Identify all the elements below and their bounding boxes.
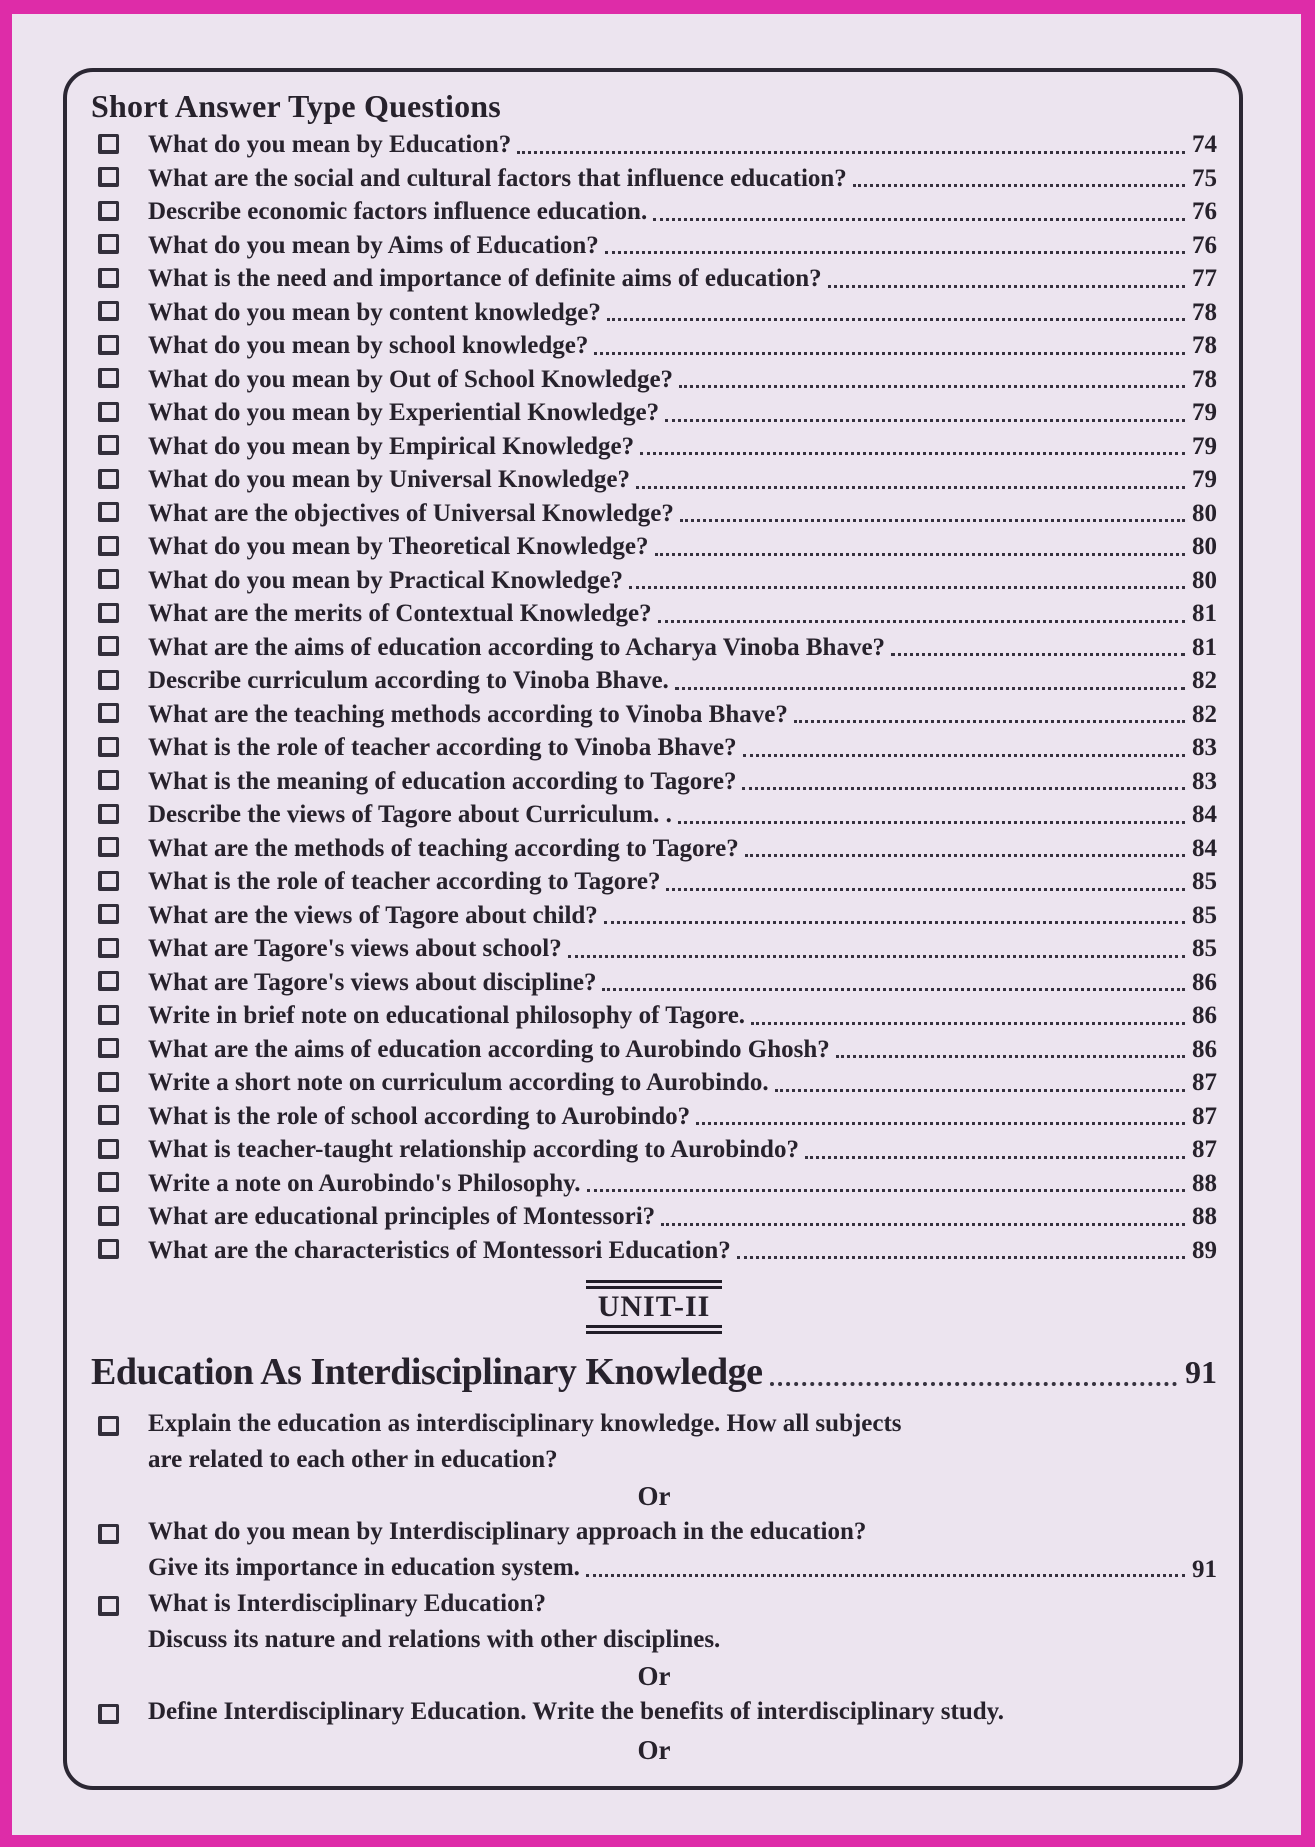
- dot-leader: [587, 1189, 1185, 1192]
- page-number: 87: [1192, 1069, 1217, 1096]
- checkbox-bullet-icon: [98, 1139, 119, 1159]
- checkbox-bullet-icon: [98, 335, 119, 355]
- dot-leader: [775, 1089, 1185, 1092]
- page-number: 88: [1192, 1169, 1217, 1197]
- question-text: Write a note on Aurobindo's Philosophy.: [148, 1169, 581, 1197]
- checkbox-bullet-icon: [98, 1038, 119, 1058]
- page-number: 85: [1192, 901, 1217, 929]
- checkbox-bullet-icon: [98, 1005, 119, 1025]
- question-text: Write a short note on curriculum according to Aurobindo.: [148, 1069, 769, 1096]
- checkbox-bullet-icon: [98, 368, 119, 388]
- unit-badge-wrap: [91, 1280, 1217, 1334]
- page-number: 87: [1192, 1136, 1217, 1163]
- dot-leader: [805, 1156, 1185, 1159]
- page-number: 89: [1192, 1236, 1217, 1264]
- checkbox-bullet-icon: [98, 1704, 119, 1724]
- checkbox-bullet-icon: [98, 971, 119, 991]
- page-number: 81: [1192, 633, 1217, 661]
- question-text: What do you mean by content knowledge?: [148, 298, 601, 326]
- dot-leader: [629, 586, 1185, 589]
- checkbox-bullet-icon: [98, 1524, 119, 1544]
- toc-row: [91, 1033, 1217, 1067]
- dot-leader: [742, 787, 1185, 790]
- checkbox-bullet-icon: [98, 234, 119, 254]
- checkbox-bullet-icon: [98, 938, 119, 958]
- page-number: 79: [1192, 466, 1217, 493]
- question-lines: [148, 1406, 1217, 1478]
- checkbox-bullet-icon: [98, 502, 119, 522]
- question-text: Describe curriculum according to Vinoba Bhave.: [148, 667, 669, 694]
- toc-row: [91, 262, 1217, 296]
- question-text: What do you mean by Experiential Knowledge?: [148, 399, 660, 426]
- toc-row: [91, 530, 1217, 564]
- scanned-page-background: [12, 14, 1301, 1835]
- page-number: 82: [1192, 667, 1217, 694]
- checkbox-bullet-icon: [98, 1416, 119, 1436]
- dot-leader: [602, 988, 1185, 991]
- toc-row: [91, 899, 1217, 933]
- page-number: 76: [1192, 198, 1217, 225]
- dot-leader: [636, 486, 1185, 489]
- dot-leader: [737, 1256, 1185, 1259]
- toc-row: [91, 832, 1217, 866]
- checkbox-bullet-icon: [98, 1239, 119, 1259]
- checkbox-bullet-icon: [98, 737, 119, 757]
- checkbox-bullet-icon: [98, 536, 119, 556]
- question-text: What do you mean by Aims of Education?: [148, 231, 599, 259]
- checkbox-bullet-icon: [98, 569, 119, 589]
- question-line: [148, 1694, 1217, 1730]
- question-text: What do you mean by Out of School Knowledge?: [148, 365, 674, 393]
- dot-leader: [658, 620, 1185, 623]
- page-number: 91: [1192, 1555, 1217, 1583]
- question-text: What are Tagore's views about discipline?: [148, 968, 597, 996]
- question-text: What are the characteristics of Montessori Education?: [148, 1236, 731, 1264]
- toc-row: [91, 162, 1217, 196]
- page-number: 84: [1192, 801, 1217, 828]
- checkbox-bullet-icon: [98, 1596, 119, 1616]
- question-text: What do you mean by Universal Knowledge?: [148, 466, 630, 493]
- page-number: 80: [1192, 533, 1217, 560]
- page-number: 86: [1192, 1002, 1217, 1029]
- unit2-heading-row: [91, 1346, 1217, 1396]
- question-line: [148, 1442, 1217, 1478]
- unit2-heading-page-number: 91: [1185, 1354, 1217, 1390]
- toc-row: [91, 999, 1217, 1033]
- page-number: 74: [1192, 131, 1217, 158]
- page-number: 79: [1192, 432, 1217, 460]
- page-number: 77: [1192, 265, 1217, 292]
- checkbox-bullet-icon: [98, 134, 119, 154]
- dot-leader: [794, 720, 1185, 723]
- page-number: 84: [1192, 834, 1217, 862]
- question-text: What are the aims of education according to Acharya Vinoba Bhave?: [148, 633, 886, 661]
- or-separator: Or: [637, 1481, 671, 1511]
- dot-leader: [770, 1382, 1177, 1386]
- question-text: What do you mean by Empirical Knowledge?: [148, 432, 635, 460]
- question-text: What is teacher-taught relationship according to Aurobindo?: [148, 1136, 799, 1163]
- dot-leader: [828, 285, 1185, 288]
- checkbox-bullet-icon: [98, 268, 119, 288]
- toc-row: [91, 597, 1217, 631]
- page-number: 88: [1192, 1203, 1217, 1230]
- checkbox-bullet-icon: [98, 1072, 119, 1092]
- page-number: 76: [1192, 231, 1217, 259]
- section-title: Short Answer Type Questions: [91, 88, 501, 124]
- checkbox-bullet-icon: [98, 904, 119, 924]
- dot-leader: [751, 1022, 1185, 1025]
- toc-row: [91, 195, 1217, 229]
- checkbox-bullet-icon: [98, 871, 119, 891]
- question-item: [91, 1694, 1217, 1732]
- unit2-question-list: [91, 1406, 1217, 1768]
- toc-question-list: [91, 128, 1217, 1267]
- question-text: What do you mean by school knowledge?: [148, 332, 589, 359]
- dot-leader: [607, 318, 1185, 321]
- page-number: 83: [1192, 734, 1217, 761]
- question-text: Give its importance in education system.: [148, 1554, 580, 1581]
- toc-row: [91, 430, 1217, 464]
- dot-leader: [853, 184, 1185, 187]
- page-number: 82: [1192, 700, 1217, 728]
- toc-row: [91, 329, 1217, 363]
- checkbox-bullet-icon: [98, 301, 119, 321]
- page-number: 83: [1192, 767, 1217, 795]
- question-text: Discuss its nature and relations with other disciplines.: [148, 1626, 721, 1653]
- page-number: 75: [1192, 164, 1217, 192]
- question-text: What is the role of teacher according to Vinoba Bhave?: [148, 734, 737, 761]
- question-lines: [148, 1694, 1217, 1730]
- page-number: 85: [1192, 868, 1217, 895]
- toc-row: [91, 932, 1217, 966]
- question-line: [148, 1586, 1217, 1622]
- dot-leader: [666, 888, 1185, 891]
- dot-leader: [653, 218, 1185, 221]
- dot-leader: [655, 553, 1186, 556]
- toc-row: [91, 396, 1217, 430]
- page-number: 78: [1192, 298, 1217, 326]
- toc-row: [91, 664, 1217, 698]
- page-number: 78: [1192, 365, 1217, 393]
- checkbox-bullet-icon: [98, 1206, 119, 1226]
- checkbox-bullet-icon: [98, 402, 119, 422]
- page-number: 85: [1192, 935, 1217, 962]
- dot-leader: [836, 1055, 1185, 1058]
- toc-row: [91, 1234, 1217, 1268]
- question-text: Write in brief note on educational philosophy of Tagore.: [148, 1002, 746, 1029]
- question-text: Describe the views of Tagore about Curriculum. .: [148, 801, 672, 828]
- toc-row: [91, 966, 1217, 1000]
- page-number: 81: [1192, 600, 1217, 627]
- dot-leader: [594, 352, 1185, 355]
- checkbox-bullet-icon: [98, 837, 119, 857]
- question-item: [91, 1406, 1217, 1478]
- checkbox-bullet-icon: [98, 603, 119, 623]
- page-border-box: [63, 68, 1243, 1790]
- toc-row: [91, 698, 1217, 732]
- question-text: Describe economic factors influence education.: [148, 198, 648, 225]
- question-text: What are the teaching methods according to Vinoba Bhave?: [148, 700, 788, 728]
- checkbox-bullet-icon: [98, 1172, 119, 1192]
- dot-leader: [640, 452, 1185, 455]
- toc-row: [91, 1200, 1217, 1234]
- checkbox-bullet-icon: [98, 167, 119, 187]
- checkbox-bullet-icon: [98, 703, 119, 723]
- page-number: 80: [1192, 566, 1217, 594]
- toc-row: [91, 463, 1217, 497]
- dot-leader: [891, 653, 1185, 656]
- toc-row: [91, 631, 1217, 665]
- unit2-heading-text: Education As Interdisciplinary Knowledge: [91, 1351, 763, 1393]
- question-text: are related to each other in education?: [148, 1446, 558, 1473]
- question-text: What are the social and cultural factors that influence education?: [148, 164, 847, 192]
- question-text: What are educational principles of Montessori?: [148, 1203, 656, 1230]
- dot-leader: [605, 251, 1185, 254]
- question-text: What is the meaning of education according to Tagore?: [148, 767, 737, 795]
- checkbox-bullet-icon: [98, 670, 119, 690]
- question-text: What do you mean by Theoretical Knowledge?: [148, 533, 649, 560]
- question-line: [148, 1406, 1217, 1442]
- dot-leader: [743, 754, 1185, 757]
- toc-row: [91, 798, 1217, 832]
- toc-row: [91, 363, 1217, 397]
- checkbox-bullet-icon: [98, 435, 119, 455]
- toc-row: [91, 564, 1217, 598]
- dot-leader: [586, 1574, 1185, 1577]
- question-text: What do you mean by Interdisciplinary approach in the education?: [148, 1518, 867, 1545]
- toc-row: [91, 865, 1217, 899]
- checkbox-bullet-icon: [98, 770, 119, 790]
- question-lines: [148, 1586, 1217, 1658]
- toc-row: [91, 1100, 1217, 1134]
- or-separator: Or: [637, 1735, 671, 1765]
- toc-row: [91, 296, 1217, 330]
- checkbox-bullet-icon: [98, 201, 119, 221]
- or-separator: Or: [637, 1661, 671, 1691]
- question-lines: [148, 1514, 1217, 1586]
- page-number: 86: [1192, 968, 1217, 996]
- question-text: What do you mean by Education?: [148, 131, 512, 158]
- page-number: 79: [1192, 399, 1217, 426]
- dot-leader: [680, 519, 1185, 522]
- dot-leader: [679, 385, 1185, 388]
- toc-row: [91, 229, 1217, 263]
- question-item: [91, 1514, 1217, 1586]
- toc-row: [91, 1167, 1217, 1201]
- question-text: What is the role of school according to Aurobindo?: [148, 1102, 691, 1130]
- checkbox-bullet-icon: [98, 469, 119, 489]
- toc-row: [91, 128, 1217, 162]
- dot-leader: [661, 1223, 1185, 1226]
- page-number: 86: [1192, 1035, 1217, 1063]
- question-line: [148, 1514, 1217, 1550]
- dot-leader: [678, 821, 1185, 824]
- toc-row: [91, 765, 1217, 799]
- question-text: What are the methods of teaching according to Tagore?: [148, 834, 739, 862]
- dot-leader: [665, 419, 1185, 422]
- dot-leader: [604, 921, 1185, 924]
- unit-badge: UNIT-II: [586, 1280, 723, 1334]
- checkbox-bullet-icon: [98, 804, 119, 824]
- question-item: [91, 1586, 1217, 1658]
- dot-leader: [568, 955, 1185, 958]
- toc-row: [91, 497, 1217, 531]
- question-text: Define Interdisciplinary Education. Write the benefits of interdisciplinary study.: [148, 1698, 1005, 1725]
- question-text: What are the views of Tagore about child?: [148, 901, 598, 929]
- toc-row: [91, 1133, 1217, 1167]
- question-text: What do you mean by Practical Knowledge?: [148, 566, 623, 594]
- question-text: What are the objectives of Universal Knowledge?: [148, 499, 674, 527]
- question-text: What is Interdisciplinary Education?: [148, 1590, 546, 1617]
- dot-leader: [745, 854, 1185, 857]
- checkbox-bullet-icon: [98, 636, 119, 656]
- question-text: What are the merits of Contextual Knowledge?: [148, 600, 652, 627]
- page-number: 87: [1192, 1102, 1217, 1130]
- page-number: 80: [1192, 499, 1217, 527]
- question-line: [148, 1550, 1217, 1586]
- dot-leader: [696, 1122, 1185, 1125]
- page-number: 78: [1192, 332, 1217, 359]
- question-text: Explain the education as interdisciplinary knowledge. How all subjects: [148, 1410, 902, 1437]
- question-line: [148, 1622, 1217, 1658]
- checkbox-bullet-icon: [98, 1105, 119, 1125]
- dot-leader: [675, 687, 1185, 690]
- toc-row: [91, 731, 1217, 765]
- question-text: What are Tagore's views about school?: [148, 935, 562, 962]
- question-text: What is the role of teacher according to Tagore?: [148, 868, 661, 895]
- dot-leader: [517, 151, 1185, 154]
- toc-row: [91, 1066, 1217, 1100]
- question-text: What are the aims of education according to Aurobindo Ghosh?: [148, 1035, 830, 1063]
- question-text: What is the need and importance of definite aims of education?: [148, 265, 822, 292]
